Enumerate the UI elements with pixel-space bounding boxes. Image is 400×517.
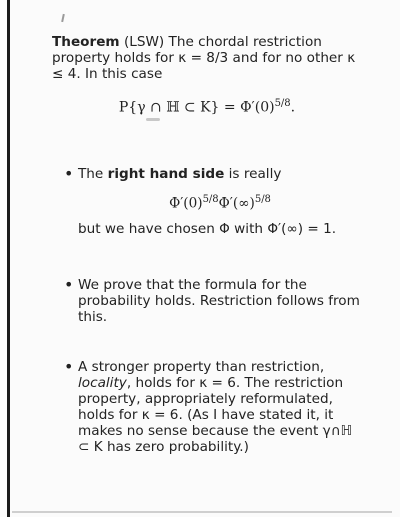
theorem-text <box>52 34 362 82</box>
theorem-formula-exponent: 5/8 <box>274 98 291 109</box>
bullet-item-1 <box>52 163 362 238</box>
theorem-formula-end: . <box>290 99 296 116</box>
bullet-1-math-a-exp: 5/8 <box>202 193 219 205</box>
bullet-dot: • <box>64 357 74 377</box>
bottom-scan-edge <box>12 511 392 513</box>
bullet-dot: • <box>64 275 74 295</box>
bullet-1-math-a: Φ′(0) <box>169 195 203 212</box>
bullet-1-formula <box>78 192 362 212</box>
bullet-3-post: , holds for κ = 6. The restriction property, appropriately reformulated, holds for κ = 6. (As I have stated it, it makes no sense because the event γ∩ℍ ⊂ K has zero probability.) <box>78 375 353 456</box>
bullet-3-italic: locality <box>78 375 127 392</box>
theorem-block <box>52 34 362 116</box>
bullet-item-3 <box>52 359 362 455</box>
bullet-3-text <box>78 359 362 455</box>
bullet-2-text: We prove that the formula for the probability holds. Restriction follows from this. <box>78 277 360 326</box>
bullet-1-text <box>78 166 362 182</box>
bullet-1-bold: right hand side <box>107 165 225 182</box>
bullet-3-pre: A stronger property than restriction, <box>78 359 325 376</box>
bullet-1-tail: but we have chosen Φ with Φ′(∞) = 1. <box>78 221 337 238</box>
left-border-line <box>7 0 10 517</box>
bullet-dot: • <box>64 163 74 183</box>
scan-artifact-mark <box>61 14 65 22</box>
theorem-formula-main: P{γ ∩ ℍ ⊂ K} = Φ′(0) <box>118 99 275 116</box>
theorem-label: Theorem <box>52 34 120 50</box>
bullet-item-2 <box>52 277 362 325</box>
bullet-1-math-b-exp: 5/8 <box>254 193 271 205</box>
bullet-1-math-b: Φ′(∞) <box>218 195 255 212</box>
theorem-attribution: (LSW) <box>123 34 165 50</box>
theorem-statement: The chordal restriction property holds for κ = 8/3 and for no other κ ≤ 4. In this case <box>52 34 356 82</box>
slide-content <box>52 34 362 455</box>
bullet-1-lead: The <box>78 165 108 182</box>
theorem-formula <box>52 96 362 116</box>
bullet-1-after: is really <box>224 165 282 182</box>
